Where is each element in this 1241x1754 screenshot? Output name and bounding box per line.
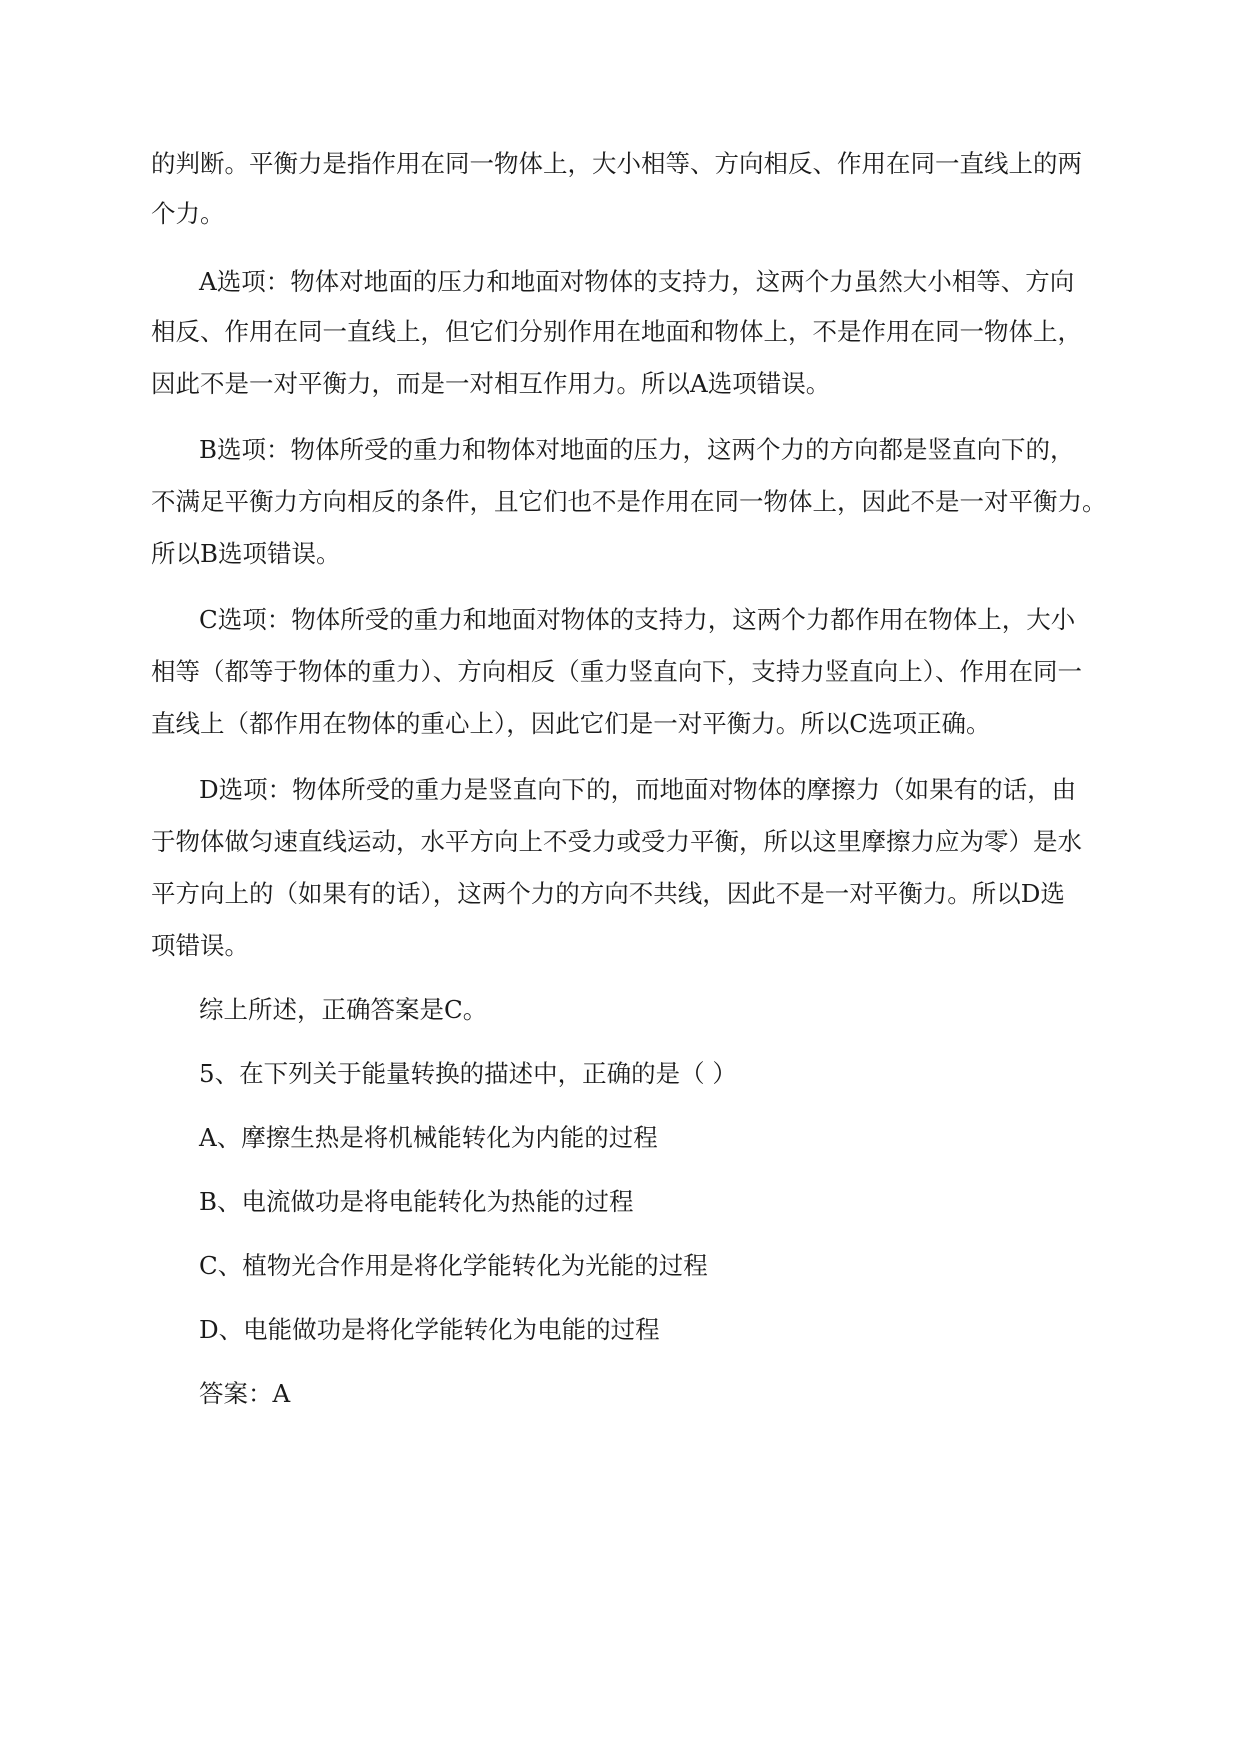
text-line: 相反、作用在同一直线上，但它们分别作用在地面和物体上，不是作用在同一物体上， [151,317,1082,346]
choice-c: C、植物光合作用是将化学能转化为光能的过程 [199,1251,708,1280]
choice-b: B、电流做功是将电能转化为热能的过程 [199,1187,634,1216]
question-stem: 5、在下列关于能量转换的描述中，正确的是（ ） [199,1059,737,1088]
choice-a: A、摩擦生热是将机械能转化为内能的过程 [199,1123,658,1152]
choice-d: D、电能做功是将化学能转化为电能的过程 [199,1315,660,1344]
text-line: 所以B选项错误。 [151,539,341,568]
option-b-analysis: B选项：物体所受的重力和物体对地面的压力，这两个力的方向都是竖直向下的， [199,435,1075,464]
answer: 答案：A [199,1379,291,1408]
option-c-analysis: C选项：物体所受的重力和地面对物体的支持力，这两个力都作用在物体上，大小 [199,605,1076,634]
text-line: 不满足平衡力方向相反的条件，且它们也不是作用在同一物体上，因此不是一对平衡力。 [151,487,1107,516]
text-line: 直线上（都作用在物体的重心上），因此它们是一对平衡力。所以C选项正确。 [151,709,991,738]
text-line: 因此不是一对平衡力，而是一对相互作用力。所以A选项错误。 [151,369,831,398]
text-line: 于物体做匀速直线运动，水平方向上不受力或受力平衡，所以这里摩擦力应为零）是水 [151,827,1082,856]
text-line: 的判断。平衡力是指作用在同一物体上，大小相等、方向相反、作用在同一直线上的两 [151,149,1082,178]
option-a-analysis: A选项：物体对地面的压力和地面对物体的支持力，这两个力虽然大小相等、方向 [199,267,1075,296]
option-d-analysis: D选项：物体所受的重力是竖直向下的，而地面对物体的摩擦力（如果有的话，由 [199,775,1077,804]
text-line: 相等（都等于物体的重力）、方向相反（重力竖直向下，支持力竖直向上）、作用在同一 [151,657,1082,686]
text-line: 项错误。 [151,931,249,960]
conclusion: 综上所述，正确答案是C。 [199,995,488,1024]
text-line: 个力。 [151,199,225,228]
text-line: 平方向上的（如果有的话），这两个力的方向不共线，因此不是一对平衡力。所以D选 [151,879,1065,908]
